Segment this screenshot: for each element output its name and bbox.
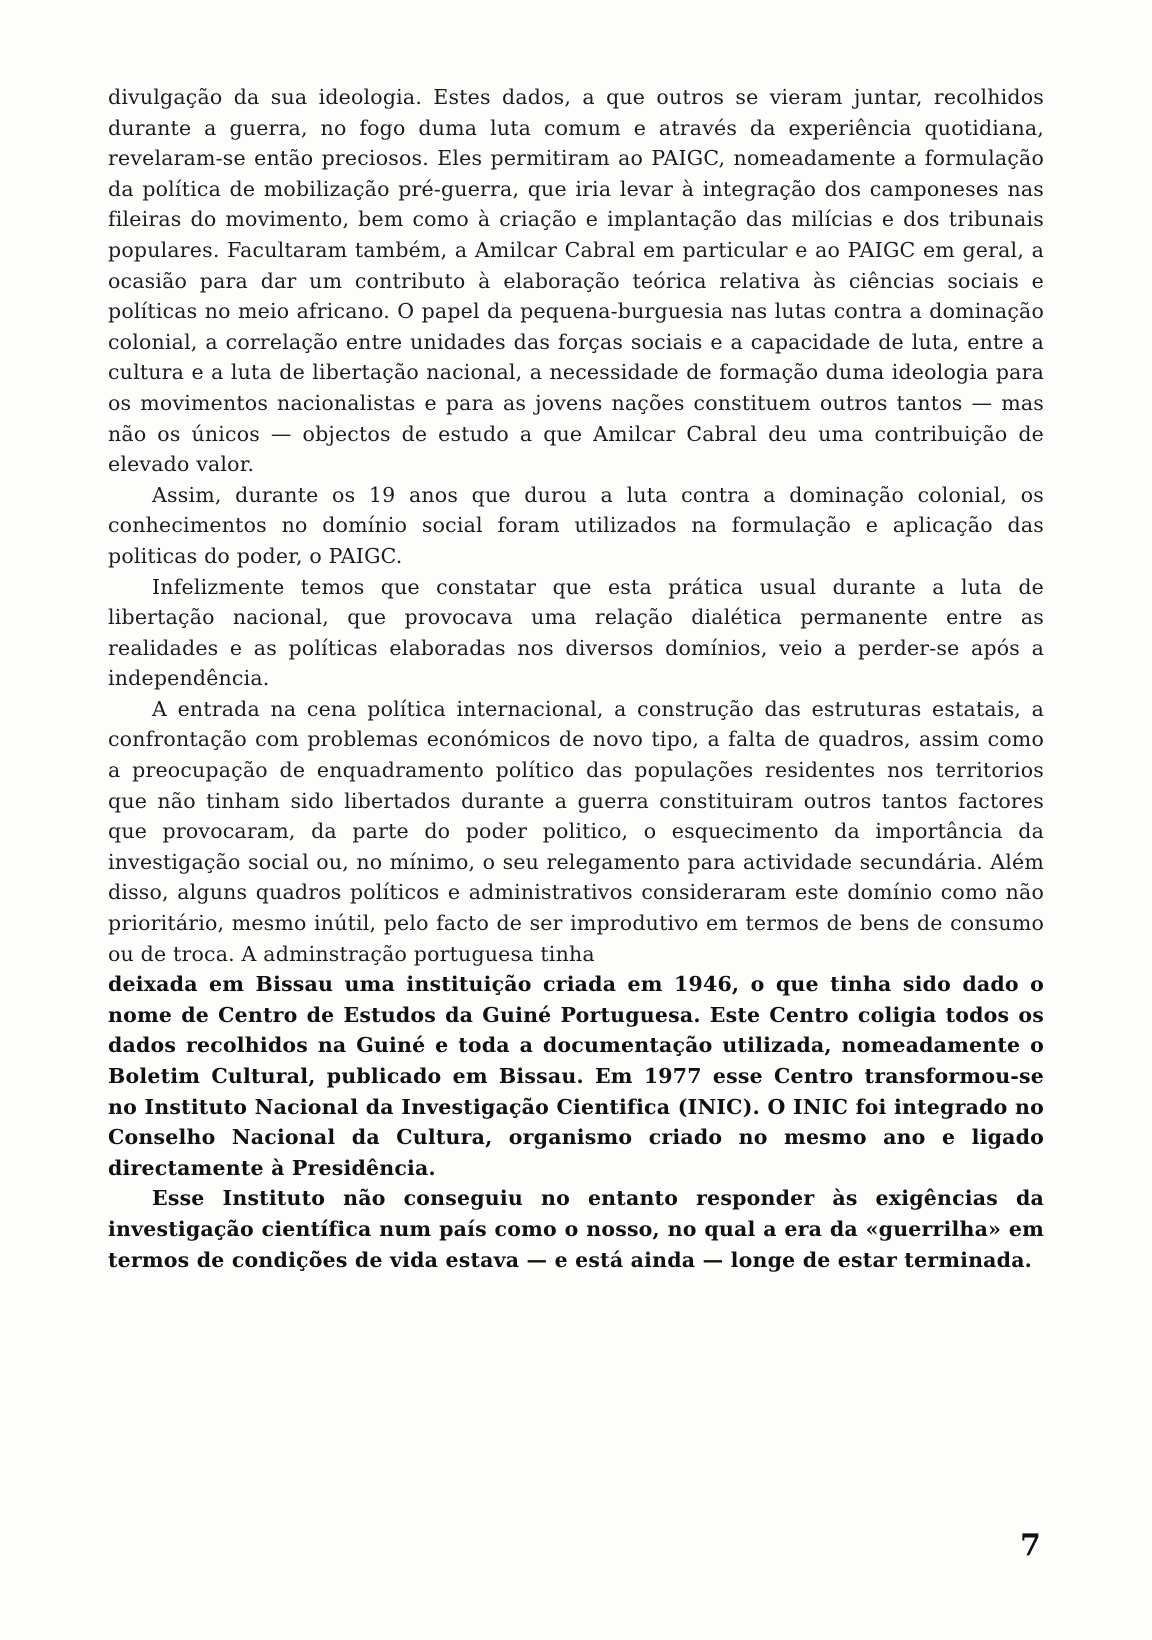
paragraph-continuation: divulgação da sua ideologia. Estes dados, a que outros se vieram juntar, recolhidos durante a guerra, no fogo duma luta comum e através da experiência quotidiana, revelaram-se então preciosos. Eles permitiram ao PAIGC, nomeadamente a formulação da política de mobilização pré-guerra, que iria levar à integração dos camponeses nas fileiras do movimento, bem como à criação e implantação das milícias e dos tribunais populares. Facultaram também, a Amilcar Cabral em particular e ao PAIGC em geral, a ocasião para dar um contributo à elaboração teórica relativa às ciências sociais e políticas no meio africano. O papel da pequena-burguesia nas lutas contra a dominação colonial, a correlação entre unidades das forças sociais e a capacidade de luta, entre a cultura e a luta de libertação nacional, a necessidade de formação duma ideologia para os movimentos nacionalistas e para as jovens nações constituem outros tantos — mas não os únicos — objectos de estudo a que Amilcar Cabral deu uma contribuição de elevado valor.	[108, 85, 1044, 477]
page-number: 7	[1020, 1528, 1041, 1563]
body-text	[108, 82, 1044, 1275]
paragraph-institute: Esse Instituto não conseguiu no entanto responder às exigências da investigação científica num país como o nosso, no qual a era da «guerrilha» em termos de condições de vida estava — e está ainda — longe de estar terminada.	[108, 1186, 1044, 1272]
paragraph-nineteen-years: Assim, durante os 19 anos que durou a luta contra a dominação colonial, os conhecimentos no domínio social foram utilizados na formulação e aplicação das politicas do poder, o PAIGC.	[108, 482, 1044, 568]
paragraph-unfortunately: Infelizmente temos que constatar que esta prática usual durante a luta de libertação nacional, que provocava uma relação dialética permanente entre as realidades e as políticas elaboradas nos diversos domínios, veio a perder-se após a independência.	[108, 574, 1044, 691]
paragraph-research-center: deixada em Bissau uma instituição criada em 1946, o que tinha sido dado o nome de Centro de Estudos da Guiné Portuguesa. Este Centro coligia todos os dados recolhidos na Guiné e toda a documentação utilizada, nomeadamente o Boletim Cultural, publicado em Bissau. Em 1977 esse Centro transformou-se no Instituto Nacional da Investigação Cientifica (INIC). O INIC foi integrado no Conselho Nacional da Cultura, organismo criado no mesmo ano e ligado directamente à Presidência.	[108, 972, 1044, 1180]
paragraph-international-scene: A entrada na cena política internacional, a construção das estruturas estatais, a confrontação com problemas económicos de novo tipo, a falta de quadros, assim como a preocupação de enquadramento político das populações residentes nos territorios que não tinham sido libertados durante a guerra constituiram outros tantos factores que provocaram, da parte do poder politico, o esquecimento da importância da investigação social ou, no mínimo, o seu relegamento para actividade secundária. Além disso, alguns quadros políticos e administrativos consideraram este domínio como não prioritário, mesmo inútil, pelo facto de ser improdutivo em termos de bens de consumo ou de troca. A adminstração portuguesa tinha	[108, 696, 1044, 966]
